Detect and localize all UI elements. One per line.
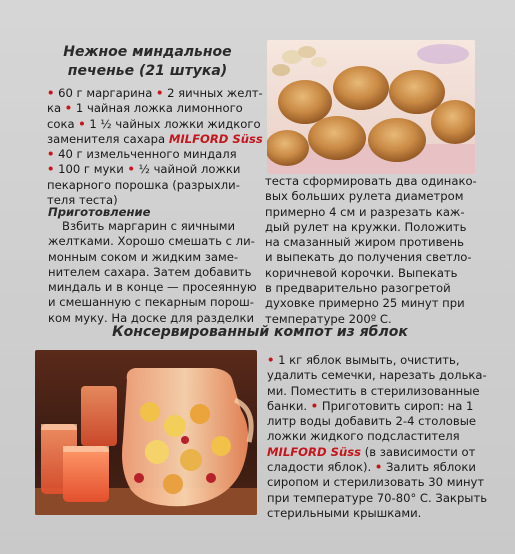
compote-photo — [35, 350, 257, 515]
ingredient-line: заменителя сахара MILFORD Süss — [47, 131, 263, 146]
prep-line: духовке примерно 25 минут при — [265, 296, 465, 311]
ingredient-line: сока • 1 ½ чайных ложки жидкого — [47, 116, 261, 131]
step-line: MILFORD Süss (в зависимости от — [267, 444, 476, 459]
step-line: ложки жидкого подсластителя — [267, 429, 460, 444]
ingredient-line: ка • 1 чайная ложка лимонного — [47, 101, 243, 116]
prep-left-column — [48, 219, 258, 326]
prep-line: и смешанную с пекарным порош- — [48, 295, 254, 310]
step-line: при температуре 70-80° С. Закрыть — [267, 490, 488, 505]
step-line: ми. Поместить в стерилизованные — [267, 383, 480, 398]
prep-line: и выпекать до получения светло- — [265, 250, 472, 265]
recipe1-title-line2: печенье (21 штука) — [67, 63, 228, 79]
prep-line: примерно 4 см и разрезать каж- — [265, 204, 465, 219]
prep-line: желтками. Хорошо смешать с ли- — [48, 234, 255, 249]
prep-line: монным соком и жидким заме- — [48, 249, 239, 264]
ingredient-line: • 100 г муки • ½ чайной ложки — [47, 162, 241, 177]
prep-line: в предварительно разогретой — [265, 281, 451, 296]
step-line: сиропом и стерилизовать 30 минут — [267, 475, 485, 490]
ingredient-line: пекарного порошка (разрыхли- — [47, 177, 240, 192]
ingredient-line: • 60 г маргарина • 2 яичных желт- — [47, 86, 263, 100]
prep-line: коричневой корочки. Выпекать — [265, 265, 458, 280]
ingredient-line: теля теста) — [47, 193, 118, 208]
ingredients-list — [47, 86, 262, 208]
compote-image — [35, 350, 257, 515]
recipe2-title: Консервированный компот из яблок — [112, 324, 408, 340]
prep-line: температуре 200º С. — [265, 311, 392, 326]
prep-line: нителем сахара. Затем добавить — [48, 264, 252, 279]
prep-heading: Приготовление — [48, 205, 151, 219]
cookies-image — [267, 40, 475, 174]
step-line: сладости яблок). • Залить яблоки — [267, 460, 476, 475]
step-line: • 1 кг яблок вымыть, очистить, — [267, 353, 460, 367]
prep-line: дый рулет на кружки. Положить — [265, 219, 467, 234]
prep-line: вых больших рулета диаметром — [265, 189, 464, 204]
prep-line: на смазанный жиром противень — [265, 235, 464, 250]
step-line: стерильными крышками. — [267, 505, 422, 520]
prep-line: миндаль и в конце — просеянную — [48, 280, 257, 295]
step-line: литр воды добавить 2-4 столовые — [267, 414, 476, 429]
brand-name: MILFORD Süss — [267, 444, 362, 459]
step-line: удалить семечки, нарезать долька- — [267, 368, 487, 383]
recipe1-title-line1: Нежное миндальное — [63, 44, 232, 60]
step-line: банки. • Приготовить сироп: на 1 — [267, 398, 474, 413]
ingredient-line: • 40 г измельченного миндаля — [47, 147, 237, 162]
compote-steps — [267, 353, 488, 521]
cookies-photo — [267, 40, 475, 174]
prep-right-column — [265, 174, 477, 327]
prep-line: ком муку. На доске для разделки — [48, 310, 254, 325]
recipe1-title — [40, 43, 255, 81]
prep-line: Взбить маргарин с яичными — [62, 219, 236, 233]
prep-line: теста сформировать два одинако- — [265, 174, 477, 188]
brand-name: MILFORD Süss — [168, 131, 263, 146]
